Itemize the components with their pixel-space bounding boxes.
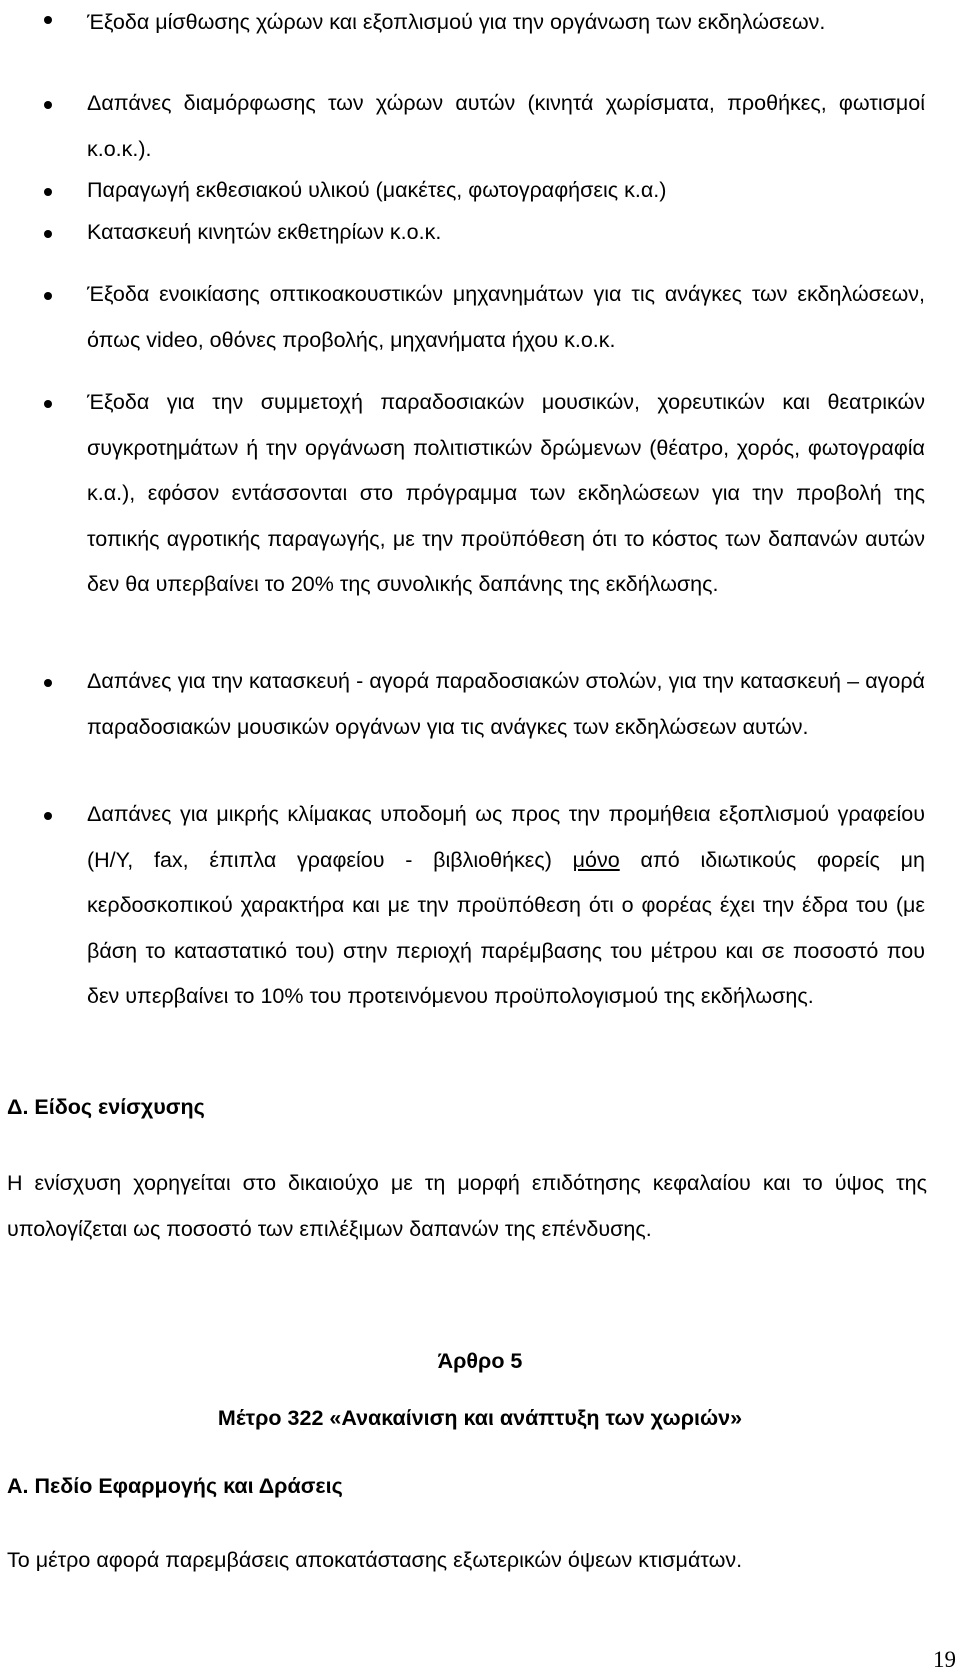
bullet-icon [44, 400, 52, 408]
section-paragraph: Το μέτρο αφορά παρεμβάσεις αποκατάστασης εξωτερικών όψεων κτισμάτων. [7, 1548, 743, 1572]
list-item-text-part: Δαπάνες για μικρής κλίμακας υποδομή ως προς την προμήθεια εξοπλισμού γραφείου (Η/Υ, fax, έπιπλα γραφείου - βιβλιοθήκες) [87, 802, 925, 872]
list-item-text: Κατασκευή κινητών εκθετηρίων κ.ο.κ. [87, 220, 442, 244]
article-title: Άρθρο 5 [437, 1349, 523, 1373]
page-number: 19 [933, 1647, 956, 1672]
bullet-icon [44, 679, 52, 687]
article-subtitle: Μέτρο 322 «Ανακαίνιση και ανάπτυξη των χωριών» [217, 1406, 743, 1430]
section-heading: Δ. Είδος ενίσχυσης [7, 1095, 205, 1119]
section-heading: Α. Πεδίο Εφαρμογής και Δράσεις [7, 1474, 343, 1498]
list-item-text: Έξοδα μίσθωσης χώρων και εξοπλισμού για την οργάνωση των εκδηλώσεων. [87, 10, 826, 34]
bullet-icon [44, 16, 52, 24]
list-item-text [87, 792, 925, 1020]
underlined-emphasis: μόνο [572, 847, 620, 872]
bullet-icon [44, 230, 52, 238]
list-item-text: Έξοδα ενοικίασης οπτικοακουστικών μηχανημάτων για τις ανάγκες των εκδηλώσεων, όπως video, οθόνες προβολής, μηχανήματα ήχου κ.ο.κ. [87, 282, 925, 352]
bullet-icon [44, 101, 52, 109]
list-item-text: Δαπάνες διαμόρφωσης των χώρων αυτών (κινητά χωρίσματα, προθήκες, φωτισμοί κ.ο.κ.). [87, 91, 925, 161]
list-item-text: Έξοδα για την συμμετοχή παραδοσιακών μουσικών, χορευτικών και θεατρικών συγκροτημάτων ή την οργάνωση πολιτιστικών δρώμενων (θέατρο, χορός, φωτογραφία κ.α.), εφόσον εντάσσονται στο πρόγραμμα των εκδηλώσεων για την προβολή της τοπικής αγροτικής παραγωγής, με την προϋπόθεση ότι το κόστος των δαπανών αυτών δεν θα υπερβαίνει το 20% της συνολικής δαπάνης της εκδήλωσης. [87, 390, 925, 596]
list-item-text: Παραγωγή εκθεσιακού υλικού (μακέτες, φωτογραφήσεις κ.α.) [87, 178, 667, 202]
list-item-text-part: από ιδιωτικούς φορείς μη κερδοσκοπικού χαρακτήρα και με την προϋπόθεση ότι ο φορέας έχει την έδρα του (με βάση το καταστατικό του) στην περιοχή παρέμβασης του μέτρου και σε ποσοστό που δεν υπερβαίνει το 10% του προτεινόμενου προϋπολογισμού της εκδήλωσης. [87, 847, 925, 1008]
section-paragraph: Η ενίσχυση χορηγείται στο δικαιούχο με τη μορφή επιδότησης κεφαλαίου και το ύψος της υπολογίζεται ως ποσοστό των επιλέξιμων δαπανών της επένδυσης. [7, 1171, 927, 1241]
bullet-icon [44, 292, 52, 300]
bullet-icon [44, 812, 52, 820]
list-item-text: Δαπάνες για την κατασκευή - αγορά παραδοσιακών στολών, για την κατασκευή – αγορά παραδοσιακών μουσικών οργάνων για τις ανάγκες των εκδηλώσεων αυτών. [87, 669, 925, 739]
bullet-icon [44, 188, 52, 196]
